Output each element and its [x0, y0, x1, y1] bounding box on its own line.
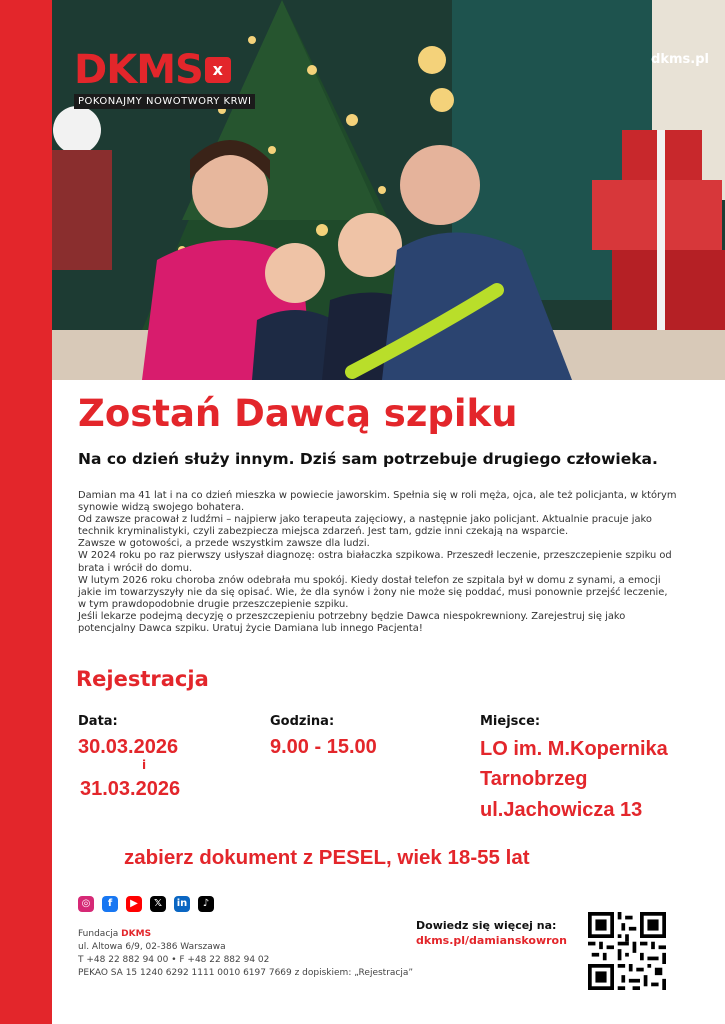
place-line-3: ul.Jachowicza 13 [480, 799, 643, 821]
footer-contact [78, 928, 413, 980]
social-icons [78, 896, 214, 912]
more-info-url[interactable]: dkms.pl/damianskowron [416, 934, 567, 947]
instagram-icon[interactable]: ◎ [78, 896, 94, 912]
time-label: Godzina: [270, 714, 335, 729]
site-url[interactable]: dkms.pl [651, 52, 709, 67]
date-second: 31.03.2026 [80, 778, 181, 800]
story-paragraph: Damian ma 41 lat i na co dzień mieszka w powiecie jaworskim. Spełnia się w roli męża, ojca, ale też policjanta, w którym synowie widzą swojego bohatera. [78, 490, 677, 514]
story-text [78, 490, 678, 635]
date-first: 30.03.2026 [78, 736, 179, 758]
story-paragraph: W 2024 roku po raz pierwszy usłyszał diagnozę: ostra białaczka szpikowa. Przeszedł leczenie, przeszczepienie szpiku od brata i wrócił do domu. [78, 550, 672, 574]
story-paragraph: Jeśli lekarze podejmą decyzję o przeszczepieniu potrzebny będzie Dawca niespokrewniony. Zarejestruj się jako potencjalny Dawca szpiku. Uratuj życie Damiana lub innego Pacjenta! [78, 610, 626, 635]
tiktok-icon[interactable]: ♪ [198, 896, 214, 912]
date-separator: i [142, 758, 147, 772]
dkms-logo [74, 47, 255, 109]
x-icon[interactable]: 𝕏 [150, 896, 166, 912]
place-label: Miejsce: [480, 714, 541, 729]
facebook-icon[interactable]: f [102, 896, 118, 912]
bring-document-note: zabierz dokument z PESEL, wiek 18-55 lat [124, 846, 530, 869]
footer-phones: T +48 22 882 94 00 • F +48 22 882 94 02 [78, 955, 270, 965]
red-side-bar [0, 0, 52, 1024]
footer-bank: PEKAO SA 15 1240 6292 1111 0010 6197 7669 z dopiskiem: „Rejestracja” [78, 968, 414, 978]
registration-title: Rejestracja [76, 667, 209, 691]
footer-address: ul. Altowa 6/9, 02-386 Warszawa [78, 942, 226, 952]
qr-code[interactable] [588, 912, 666, 990]
logo-mark: x [205, 57, 231, 83]
family-photo [52, 0, 725, 380]
linkedin-icon[interactable]: in [174, 896, 190, 912]
footer-org [78, 928, 413, 941]
story-paragraph: Zawsze w gotowości, a przede wszystkim zawsze dla ludzi. [78, 538, 370, 550]
place-line-1: LO im. M.Kopernika [480, 738, 668, 760]
more-info [416, 918, 567, 948]
youtube-icon[interactable]: ▶ [126, 896, 142, 912]
date-label: Data: [78, 714, 118, 729]
footer-org-prefix: Fundacja [78, 929, 119, 939]
logo-text: DKMS [74, 47, 203, 93]
more-info-label: Dowiedz się więcej na: [416, 919, 557, 932]
story-paragraph: W lutym 2026 roku choroba znów odebrała mu spokój. Kiedy dostał telefon ze szpitala był w domu z synami, a emocji jakie im towarzyszyły nie da się opisać. Wie, że dla synów i żony nie może się poddać, musi ponownie przejść leczenie, w tym prawdopodobnie drugie przeszczepienie szpiku. [78, 574, 668, 610]
place-line-2: Tarnobrzeg [480, 768, 588, 790]
story-paragraph: Od zawsze pracował z ludźmi – najpierw jako terapeuta zajęciowy, a następnie jako policjant. Aktualnie pracuje jako technik kryminalistyki, czyli zabezpiecza miejsca zdarzeń. Jest tam, gdzie inni czekają na wsparcie. [78, 514, 652, 538]
footer-org-name: DKMS [121, 929, 152, 939]
time-value: 9.00 - 15.00 [270, 736, 377, 758]
logo-tagline: POKONAJMY NOWOTWORY KRWI [74, 94, 255, 109]
subheadline: Na co dzień służy innym. Dziś sam potrzebuje drugiego człowieka. [78, 450, 658, 468]
headline: Zostań Dawcą szpiku [78, 392, 518, 435]
